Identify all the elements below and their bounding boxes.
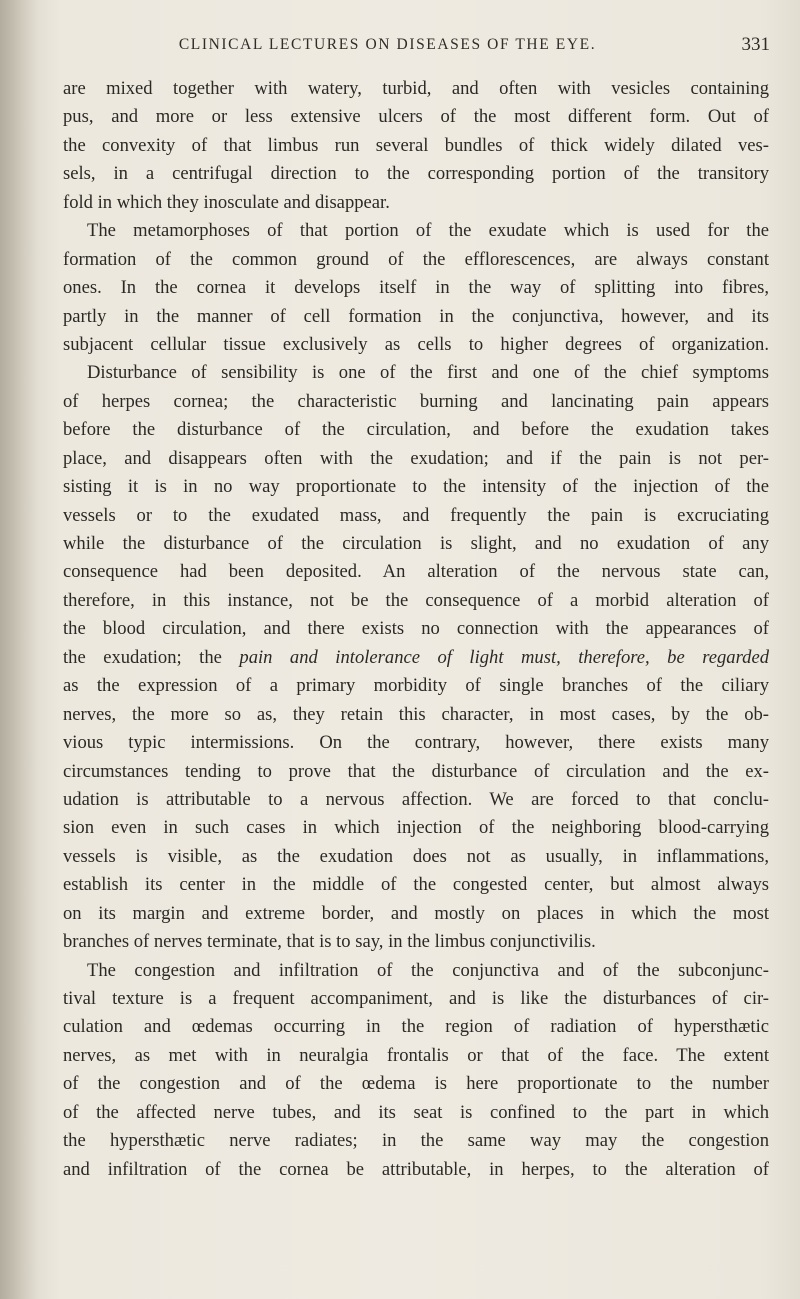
- text-line: therefore, in this instance, not be the consequence of a morbid alteration of: [63, 589, 769, 611]
- text-line: pus, and more or less extensive ulcers of the most different form. Out of: [63, 106, 769, 128]
- text-line: while the disturbance of the circulation is slight, and no exudation of any: [63, 533, 769, 554]
- text-line: vious typic intermissions. On the contrary, however, there exists many: [63, 732, 769, 754]
- paragraph-start-line: The metamorphoses of that portion of the exudate which is used for the: [87, 220, 769, 242]
- line-text: the exudation; the: [63, 646, 240, 668]
- text-line: nerves, the more so as, they retain this character, in most cases, by the ob-: [63, 703, 769, 725]
- text-line-italic-emphasis: [63, 644, 769, 672]
- text-line: the hypersthætic nerve radiates; in the same way may the congestion: [63, 1130, 769, 1152]
- text-line: of the congestion and of the œdema is here proportionate to the number: [63, 1073, 769, 1095]
- text-line: branches of nerves terminate, that is to say, in the limbus conjunctivilis.: [63, 931, 596, 953]
- text-line: and infiltration of the cornea be attributable, in herpes, to the alteration of: [63, 1158, 769, 1180]
- text-line: of the affected nerve tubes, and its seat is confined to the part in which: [63, 1101, 769, 1123]
- running-title: CLINICAL LECTURES ON DISEASES OF THE EYE.: [178, 36, 597, 53]
- text-line: subjacent cellular tissue exclusively as cells to higher degrees of organization.: [63, 333, 769, 355]
- text-line: the blood circulation, and there exists no connection with the appearances of: [63, 618, 769, 640]
- text-line: partly in the manner of cell formation in the conjunctiva, however, and its: [63, 305, 769, 327]
- text-line: as the expression of a primary morbidity of single branches of the ciliary: [63, 675, 769, 697]
- binding-shadow: [0, 0, 38, 1299]
- text-line: before the disturbance of the circulation, and before the exudation takes: [63, 419, 769, 441]
- text-line: consequence had been deposited. An alteration of the nervous state can,: [63, 561, 769, 583]
- text-line: tival texture is a frequent accompaniment, and is like the disturbances of cir-: [63, 988, 769, 1009]
- text-line: establish its center in the middle of the congested center, but almost always: [63, 874, 769, 896]
- text-line: sels, in a centrifugal direction to the corresponding portion of the transitory: [63, 163, 769, 185]
- text-line: fold in which they inosculate and disappear.: [63, 191, 390, 213]
- text-line: ones. In the cornea it develops itself in the way of splitting into fibres,: [63, 277, 769, 299]
- body-text: [63, 75, 769, 1184]
- text-line: nerves, as met with in neuralgia frontalis or that of the face. The extent: [63, 1044, 769, 1066]
- text-line: vessels is visible, as the exudation does not as usually, in inflammations,: [63, 845, 769, 867]
- text-line: sisting it is in no way proportionate to the intensity of the injection of the: [63, 476, 769, 498]
- page-number: 331: [741, 34, 770, 55]
- text-line: are mixed together with watery, turbid, and often with vesicles containing: [63, 78, 769, 99]
- text-line: on its margin and extreme border, and mostly on places in which the most: [63, 902, 769, 924]
- text-line: sion even in such cases in which injection of the neighboring blood-carrying: [63, 817, 769, 839]
- text-line: vessels or to the exudated mass, and frequently the pain is excruciating: [63, 504, 769, 526]
- paragraph-start-line: The congestion and infiltration of the conjunctiva and of the subconjunc-: [87, 959, 769, 981]
- italic-emphasis: pain and intolerance of light must, therefore, be regarded: [239, 646, 769, 668]
- text-line: culation and œdemas occurring in the region of radiation of hypersthætic: [63, 1016, 769, 1038]
- text-line: circumstances tending to prove that the disturbance of circulation and the ex-: [63, 760, 769, 782]
- text-line: formation of the common ground of the efflorescences, are always constant: [63, 248, 769, 270]
- running-header: [90, 34, 770, 64]
- text-line: the convexity of that limbus run several bundles of thick widely dilated ves-: [63, 134, 769, 156]
- text-line: udation is attributable to a nervous affection. We are forced to that conclu-: [63, 788, 769, 810]
- text-line: place, and disappears often with the exudation; and if the pain is not per-: [63, 447, 769, 469]
- text-line: of herpes cornea; the characteristic burning and lancinating pain appears: [63, 390, 769, 412]
- paragraph-start-line: Disturbance of sensibility is one of the first and one of the chief symptoms: [87, 362, 769, 384]
